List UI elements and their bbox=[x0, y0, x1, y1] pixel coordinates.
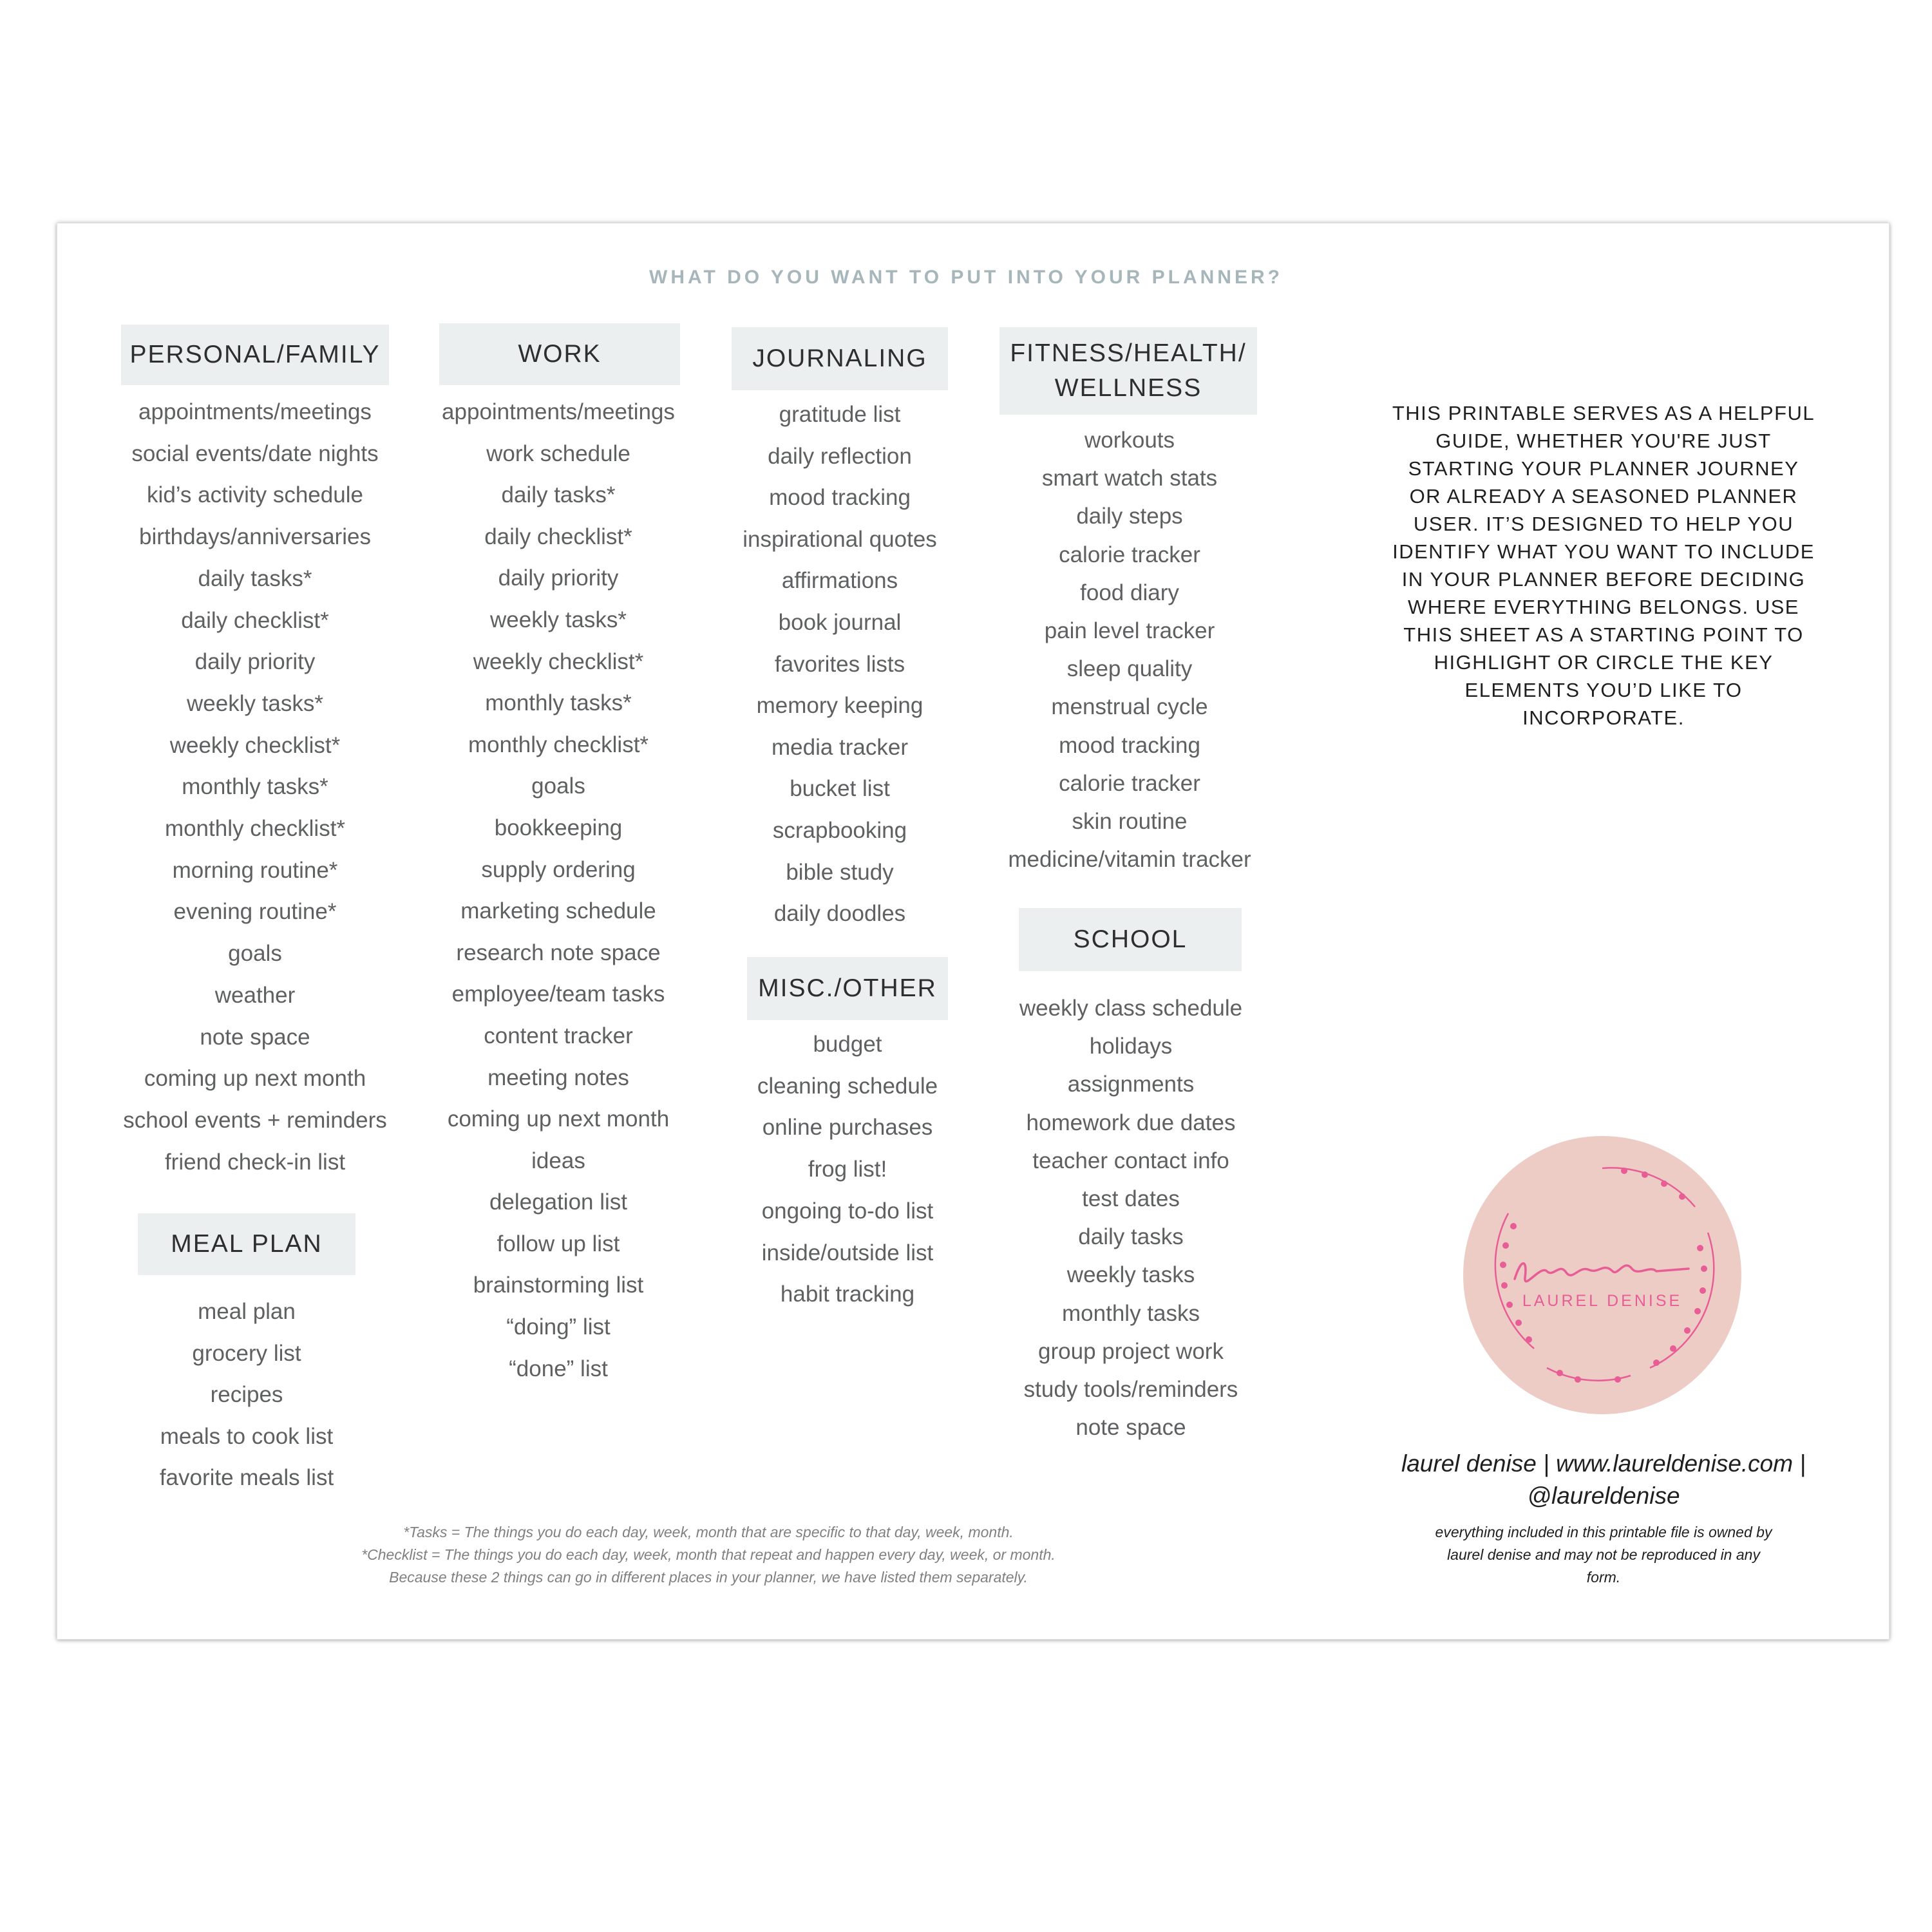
list-item: ideas bbox=[531, 1148, 585, 1173]
list-item: meeting notes bbox=[488, 1065, 629, 1090]
list-item: ongoing to-do list bbox=[761, 1198, 934, 1224]
list-item: gratitude list bbox=[779, 402, 901, 427]
list-item: calorie tracker bbox=[1059, 542, 1200, 567]
list-item: assignments bbox=[1067, 1072, 1195, 1097]
list-item: monthly tasks* bbox=[485, 690, 632, 716]
list-item: monthly checklist* bbox=[468, 732, 649, 757]
list-item: media tracker bbox=[771, 734, 909, 760]
list-item: morning routine* bbox=[172, 857, 338, 883]
list-item: group project work bbox=[1038, 1338, 1224, 1364]
list-item: bible study bbox=[786, 859, 894, 885]
list-item: meals to cook list bbox=[160, 1423, 334, 1449]
intro-paragraph: THIS PRINTABLE SERVES AS A HELPFUL GUIDE, WHETHER YOU'RE JUST STARTING YOUR PLANNER JOURNEY OR ALREADY A SEASONED PLANNER USER. IT’S DESIGNED TO HELP YOU IDENTIFY WHAT YOU WANT TO INCLUDE IN YOUR PLANNER BEFORE DECIDING WHERE EVERYTHING BELONGS. USE THIS SHEET AS A STARTING POINT TO HIGHLIGHT OR CIRCLE THE KEY ELEMENTS YOU’D LIKE TO INCORPORATE. bbox=[1392, 402, 1815, 729]
list-item: marketing schedule bbox=[460, 898, 656, 924]
journaling-heading: JOURNALING bbox=[732, 327, 948, 390]
list-item: memory keeping bbox=[756, 693, 923, 719]
list-item: bucket list bbox=[790, 776, 890, 802]
list-item: monthly tasks* bbox=[182, 774, 328, 800]
work-list bbox=[406, 392, 711, 1390]
personal-family-list bbox=[103, 392, 407, 1183]
list-item: menstrual cycle bbox=[1051, 694, 1208, 720]
list-item: weather bbox=[214, 982, 296, 1008]
list-item: note space bbox=[200, 1024, 310, 1050]
list-item: weekly tasks* bbox=[489, 607, 627, 632]
list-item: monthly checklist* bbox=[164, 816, 346, 842]
list-item: book journal bbox=[778, 609, 902, 635]
list-item: weekly class schedule bbox=[1019, 996, 1243, 1021]
list-item: workouts bbox=[1084, 428, 1175, 453]
list-item: daily reflection bbox=[768, 443, 912, 469]
footnote-tasks: *Tasks = The things you do each day, week, month that are specific to that day, week, month. bbox=[403, 1524, 1014, 1540]
meal-plan-list bbox=[116, 1291, 377, 1499]
list-item: mood tracking bbox=[769, 485, 911, 511]
list-item: online purchases bbox=[762, 1115, 933, 1141]
contact-info bbox=[1378, 1448, 1829, 1512]
school-heading: SCHOOL bbox=[1019, 908, 1242, 971]
list-item: holidays bbox=[1089, 1034, 1173, 1059]
meal-plan-heading: MEAL PLAN bbox=[138, 1213, 355, 1275]
page-title: WHAT DO YOU WANT TO PUT INTO YOUR PLANNER? bbox=[649, 267, 1283, 288]
list-item: favorites lists bbox=[774, 651, 905, 677]
copyright-notice: everything included in this printable file is owned by laurel denise and may not be reproduced in any form. bbox=[1435, 1524, 1772, 1586]
list-item: smart watch stats bbox=[1041, 466, 1218, 491]
list-item: affirmations bbox=[781, 568, 898, 594]
list-item: bookkeeping bbox=[494, 815, 623, 840]
list-item: weekly checklist* bbox=[473, 649, 644, 674]
list-item: weekly tasks* bbox=[186, 690, 324, 716]
list-item: habit tracking bbox=[780, 1282, 915, 1307]
footnote-note: Because these 2 things can go in different places in your planner, we have listed them separately. bbox=[389, 1569, 1028, 1586]
list-item: recipes bbox=[210, 1382, 283, 1407]
list-item: weekly checklist* bbox=[169, 732, 341, 758]
contact-handle: @laureldenise bbox=[1527, 1482, 1680, 1509]
list-item: daily tasks* bbox=[198, 565, 312, 591]
list-item: “doing” list bbox=[506, 1314, 611, 1340]
list-item: daily checklist* bbox=[484, 524, 632, 549]
list-item: medicine/vitamin tracker bbox=[1008, 847, 1251, 873]
work-heading: WORK bbox=[439, 323, 680, 385]
list-item: appointments/meetings bbox=[442, 399, 675, 424]
fitness-health-wellness-heading: FITNESS/HEALTH/ WELLNESS bbox=[999, 327, 1257, 415]
list-item: employee/team tasks bbox=[451, 981, 665, 1007]
misc-other-list bbox=[735, 1024, 960, 1316]
list-item: delegation list bbox=[489, 1189, 628, 1215]
list-item: supply ordering bbox=[481, 857, 636, 882]
misc-other-heading: MISC./OTHER bbox=[747, 957, 948, 1020]
list-item: budget bbox=[813, 1032, 882, 1057]
list-item: teacher contact info bbox=[1032, 1148, 1229, 1173]
list-item: cleaning schedule bbox=[757, 1073, 938, 1099]
list-item: frog list! bbox=[808, 1157, 887, 1182]
list-item: weekly tasks bbox=[1066, 1262, 1195, 1288]
list-item: evening routine* bbox=[173, 899, 337, 925]
list-item: daily tasks bbox=[1078, 1224, 1184, 1250]
logo-name: LAUREL DENISE bbox=[1522, 1292, 1683, 1310]
list-item: meal plan bbox=[198, 1299, 296, 1324]
list-item: daily priority bbox=[498, 565, 619, 591]
list-item: content tracker bbox=[484, 1023, 633, 1048]
footnote-checklist: *Checklist = The things you do each day, week, month that repeat and happen every day, week, or month. bbox=[361, 1546, 1056, 1563]
list-item: inside/outside list bbox=[761, 1240, 934, 1265]
list-item: favorite meals list bbox=[159, 1465, 334, 1490]
list-item: monthly tasks bbox=[1062, 1300, 1200, 1326]
list-item: follow up list bbox=[497, 1231, 620, 1256]
list-item: daily priority bbox=[194, 649, 316, 675]
list-item: pain level tracker bbox=[1044, 618, 1215, 644]
list-item: sleep quality bbox=[1066, 656, 1193, 682]
list-item: goals bbox=[531, 773, 585, 799]
list-item: work schedule bbox=[486, 440, 630, 466]
list-item: daily doodles bbox=[773, 901, 906, 927]
list-item: “done” list bbox=[509, 1356, 608, 1381]
personal-family-heading: PERSONAL/FAMILY bbox=[121, 325, 389, 385]
list-item: brainstorming list bbox=[473, 1273, 644, 1298]
list-item: friend check-in list bbox=[164, 1149, 346, 1175]
list-item: test dates bbox=[1082, 1186, 1180, 1212]
list-item: grocery list bbox=[192, 1340, 301, 1366]
footnotes bbox=[193, 1521, 1224, 1589]
list-item: homework due dates bbox=[1026, 1110, 1236, 1135]
list-item: appointments/meetings bbox=[138, 399, 372, 424]
fitness-health-wellness-list bbox=[988, 421, 1271, 878]
list-item: daily checklist* bbox=[181, 607, 329, 633]
list-item: daily steps bbox=[1076, 504, 1183, 529]
list-item: inspirational quotes bbox=[743, 526, 937, 552]
wreath-icon bbox=[1463, 1136, 1741, 1414]
list-item: social events/date nights bbox=[131, 440, 379, 466]
list-item: note space bbox=[1075, 1415, 1186, 1441]
list-item: kid’s activity schedule bbox=[147, 482, 363, 508]
list-item: skin routine bbox=[1072, 809, 1188, 835]
list-item: school events + reminders bbox=[123, 1107, 387, 1133]
list-item: food diary bbox=[1080, 580, 1179, 605]
school-list bbox=[996, 989, 1266, 1446]
list-item: mood tracking bbox=[1059, 732, 1200, 758]
journaling-list bbox=[728, 394, 952, 935]
brand-logo bbox=[1463, 1136, 1741, 1414]
list-item: goals bbox=[228, 941, 282, 967]
list-item: birthdays/anniversaries bbox=[139, 524, 371, 550]
list-item: study tools/reminders bbox=[1023, 1377, 1238, 1403]
list-item: calorie tracker bbox=[1059, 770, 1200, 796]
list-item: scrapbooking bbox=[772, 817, 907, 843]
list-item: daily tasks* bbox=[501, 482, 616, 508]
contact-website-line: laurel denise | www.laureldenise.com | bbox=[1401, 1450, 1806, 1477]
list-item: coming up next month bbox=[144, 1066, 366, 1092]
list-item: research note space bbox=[456, 940, 661, 965]
list-item: coming up next month bbox=[447, 1106, 670, 1132]
